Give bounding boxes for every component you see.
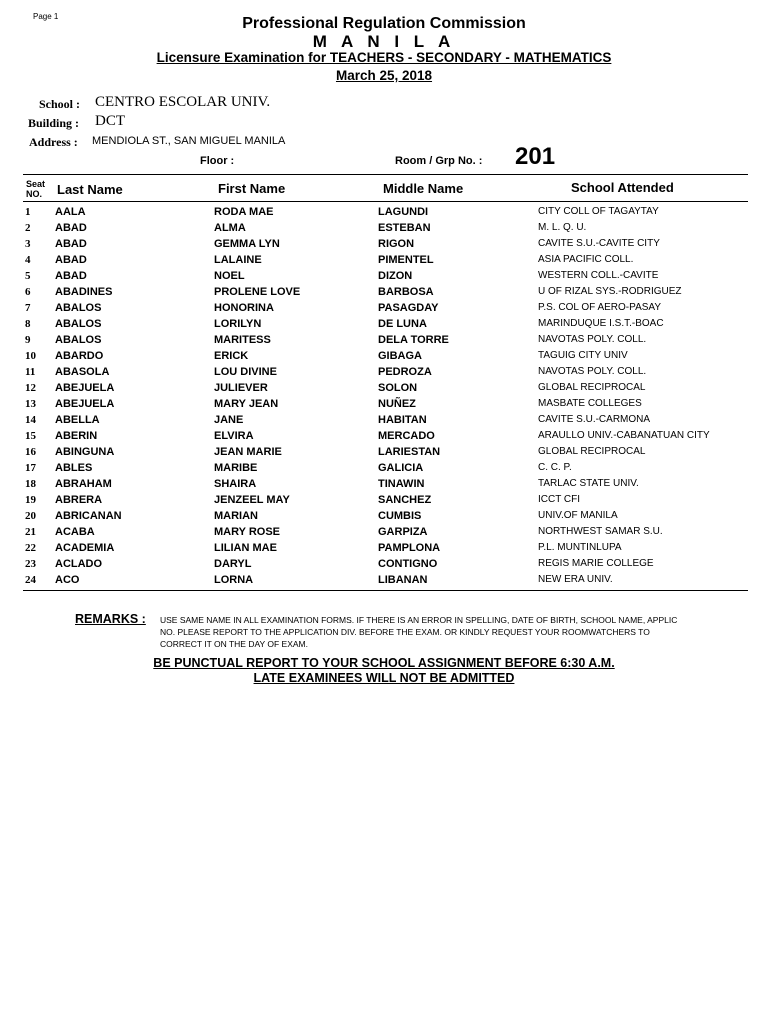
seat-number-cell: 4 <box>25 254 31 266</box>
seat-number-cell: 15 <box>25 430 36 442</box>
last-name-cell: ABADINES <box>55 286 113 298</box>
table-row <box>0 446 768 462</box>
first-name-cell: SHAIRA <box>214 478 257 490</box>
table-row <box>0 318 768 334</box>
school-attended-cell: GLOBAL RECIPROCAL <box>538 382 646 393</box>
middle-name-cell: SANCHEZ <box>378 494 432 506</box>
table-row <box>0 430 768 446</box>
last-name-cell: ABINGUNA <box>55 446 115 458</box>
seat-number-cell: 8 <box>25 318 31 330</box>
last-name-cell: ABASOLA <box>55 366 110 378</box>
school-attended-cell: GLOBAL RECIPROCAL <box>538 446 646 457</box>
first-name-cell: LORILYN <box>214 318 262 330</box>
floor-label: Floor : <box>200 155 235 167</box>
last-name-cell: ACLADO <box>55 558 103 570</box>
middle-name-cell: DELA TORRE <box>378 334 449 346</box>
middle-name-cell: SOLON <box>378 382 418 394</box>
middle-name-cell: GIBAGA <box>378 350 422 362</box>
first-name-cell: LORNA <box>214 574 254 586</box>
seat-number-cell: 1 <box>25 206 31 218</box>
first-name-cell: JULIEVER <box>214 382 268 394</box>
middle-name-cell: LARIESTAN <box>378 446 441 458</box>
middle-name-cell: PEDROZA <box>378 366 432 378</box>
last-name-cell: ABAD <box>55 238 87 250</box>
middle-name-cell: GALICIA <box>378 462 424 474</box>
seat-number-cell: 19 <box>25 494 36 506</box>
middle-name-cell: BARBOSA <box>378 286 434 298</box>
middle-name-cell: DE LUNA <box>378 318 427 330</box>
seat-number-cell: 5 <box>25 270 31 282</box>
seat-number-cell: 3 <box>25 238 31 250</box>
seat-number-cell: 24 <box>25 574 36 586</box>
middle-name-cell: ESTEBAN <box>378 222 431 234</box>
last-name-cell: ABEJUELA <box>55 398 115 410</box>
table-row <box>0 334 768 350</box>
seat-number-cell: 17 <box>25 462 36 474</box>
table-row <box>0 558 768 574</box>
remarks-text: USE SAME NAME IN ALL EXAMINATION FORMS. IF THERE IS AN ERROR IN SPELLING, DATE OF BIRTH, SCHOOL NAME, APPLIC NO. PLEASE REPORT TO THE APPLICATION DIV. BEFORE THE EXAM. OR KINDLY REQUEST YOUR ROOMWATCHERS TO CORRECT IT ON THE DAY OF EXAM. <box>160 615 678 649</box>
seat-number-cell: 11 <box>25 366 36 378</box>
table-row <box>0 398 768 414</box>
middle-name-header: Middle Name <box>383 181 464 196</box>
last-name-cell: ABELLA <box>55 414 100 426</box>
building-value: DCT <box>95 113 125 129</box>
middle-name-cell: MERCADO <box>378 430 435 442</box>
table-row <box>0 366 768 382</box>
seat-header <box>26 179 45 199</box>
last-name-cell: ABALOS <box>55 334 102 346</box>
seat-number-cell: 13 <box>25 398 36 410</box>
middle-name-cell: NUÑEZ <box>378 398 416 410</box>
building-label: Building : <box>28 116 80 130</box>
table-row <box>0 270 768 286</box>
school-attended-cell: NORTHWEST SAMAR S.U. <box>538 526 663 537</box>
last-name-cell: ABLES <box>55 462 93 474</box>
school-attended-cell: TAGUIG CITY UNIV <box>538 350 628 361</box>
school-attended-cell: MASBATE COLLEGES <box>538 398 642 409</box>
remarks-label: REMARKS : <box>75 612 146 626</box>
last-name-cell: ABALOS <box>55 302 102 314</box>
school-attended-cell: P.S. COL OF AERO-PASAY <box>538 302 662 313</box>
table-row <box>0 254 768 270</box>
first-name-cell: RODA MAE <box>214 206 274 218</box>
first-name-cell: DARYL <box>214 558 252 570</box>
middle-name-cell: PAMPLONA <box>378 542 441 554</box>
school-attended-cell: TARLAC STATE UNIV. <box>538 478 639 489</box>
seat-number-cell: 21 <box>25 526 36 538</box>
organization-title: Professional Regulation Commission <box>242 15 526 32</box>
school-attended-cell: NAVOTAS POLY. COLL. <box>538 334 647 345</box>
last-name-cell: ABRAHAM <box>55 478 112 490</box>
page-number: Page 1 <box>33 12 59 21</box>
table-row <box>0 350 768 366</box>
seat-number-cell: 16 <box>25 446 36 458</box>
school-label: School : <box>39 97 81 111</box>
school-attended-cell: NAVOTAS POLY. COLL. <box>538 366 647 377</box>
table-row <box>0 510 768 526</box>
table-row <box>0 462 768 478</box>
first-name-cell: PROLENE LOVE <box>214 286 301 298</box>
last-name-cell: ABAD <box>55 254 87 266</box>
first-name-cell: JEAN MARIE <box>214 446 282 458</box>
seat-number-cell: 7 <box>25 302 31 314</box>
address-value: MENDIOLA ST., SAN MIGUEL MANILA <box>92 135 286 147</box>
middle-name-cell: CUMBIS <box>378 510 422 522</box>
seat-number-cell: 23 <box>25 558 36 570</box>
first-name-cell: MARY ROSE <box>214 526 281 538</box>
room-number: 201 <box>515 143 556 170</box>
first-name-cell: MARITESS <box>214 334 271 346</box>
school-attended-cell: CAVITE S.U.-CAVITE CITY <box>538 238 660 249</box>
table-row <box>0 222 768 238</box>
table-row <box>0 206 768 222</box>
seat-number-cell: 20 <box>25 510 36 522</box>
middle-name-cell: HABITAN <box>378 414 427 426</box>
table-row <box>0 574 768 590</box>
middle-name-cell: DIZON <box>378 270 413 282</box>
seat-header-line1: Seat <box>26 179 46 189</box>
seat-number-cell: 10 <box>25 350 36 362</box>
last-name-cell: ABALOS <box>55 318 102 330</box>
exam-title: Licensure Examination for TEACHERS - SECONDARY - MATHEMATICS <box>156 50 612 65</box>
table-row <box>0 414 768 430</box>
first-name-cell: GEMMA LYN <box>214 238 280 250</box>
seat-number-cell: 12 <box>25 382 36 394</box>
school-attended-cell: M. L. Q. U. <box>538 222 587 233</box>
last-name-cell: ABAD <box>55 222 87 234</box>
school-attended-cell: WESTERN COLL.-CAVITE <box>538 270 659 281</box>
school-attended-cell: P.L. MUNTINLUPA <box>538 542 622 553</box>
middle-name-cell: PIMENTEL <box>378 254 434 266</box>
table-row <box>0 302 768 318</box>
first-name-cell: LALAINE <box>214 254 262 266</box>
first-name-cell: ALMA <box>214 222 246 234</box>
school-value: CENTRO ESCOLAR UNIV. <box>95 94 271 110</box>
middle-name-cell: RIGON <box>378 238 415 250</box>
school-attended-cell: ARAULLO UNIV.-CABANATUAN CITY <box>538 430 710 441</box>
seat-number-cell: 2 <box>25 222 31 234</box>
school-attended-cell: ASIA PACIFIC COLL. <box>538 254 634 265</box>
middle-name-cell: GARPIZA <box>378 526 428 538</box>
city-title: M A N I L A <box>312 32 456 51</box>
seat-number-cell: 14 <box>25 414 36 426</box>
first-name-cell: MARIAN <box>214 510 258 522</box>
last-name-cell: ACADEMIA <box>55 542 115 554</box>
last-name-cell: ABEJUELA <box>55 382 115 394</box>
table-row <box>0 478 768 494</box>
school-attended-cell: NEW ERA UNIV. <box>538 574 613 585</box>
seat-header-line2: NO. <box>26 189 43 199</box>
address-label: Address : <box>29 135 78 149</box>
first-name-cell: LOU DIVINE <box>214 366 277 378</box>
school-attended-cell: CITY COLL OF TAGAYTAY <box>538 206 659 217</box>
table-row <box>0 494 768 510</box>
last-name-cell: ACO <box>55 574 80 586</box>
last-name-cell: ABRERA <box>55 494 103 506</box>
first-name-cell: LILIAN MAE <box>214 542 277 554</box>
first-name-cell: NOEL <box>214 270 245 282</box>
middle-name-cell: CONTIGNO <box>378 558 438 570</box>
school-attended-header: School Attended <box>571 180 674 195</box>
table-row <box>0 238 768 254</box>
middle-name-cell: TINAWIN <box>378 478 425 490</box>
first-name-header: First Name <box>218 181 286 196</box>
last-name-header: Last Name <box>57 182 123 197</box>
school-attended-cell: U OF RIZAL SYS.-RODRIGUEZ <box>538 286 682 297</box>
middle-name-cell: LIBANAN <box>378 574 428 586</box>
school-attended-cell: ICCT CFI <box>538 494 581 505</box>
last-name-cell: ABRICANAN <box>55 510 122 522</box>
table-row <box>0 526 768 542</box>
seat-number-cell: 22 <box>25 542 36 554</box>
table-top-rule <box>23 174 748 175</box>
first-name-cell: MARIBE <box>214 462 258 474</box>
school-attended-cell: CAVITE S.U.-CARMONA <box>538 414 651 425</box>
seat-number-cell: 18 <box>25 478 36 490</box>
school-attended-cell: MARINDUQUE I.S.T.-BOAC <box>538 318 664 329</box>
room-label: Room / Grp No. : <box>395 155 483 167</box>
last-name-cell: ABARDO <box>55 350 104 362</box>
last-name-cell: ABERIN <box>55 430 98 442</box>
last-name-cell: ABAD <box>55 270 87 282</box>
first-name-cell: ELVIRA <box>214 430 254 442</box>
table-row <box>0 286 768 302</box>
seat-number-cell: 9 <box>25 334 31 346</box>
table-header-rule <box>23 201 748 202</box>
first-name-cell: JENZEEL MAY <box>214 494 290 506</box>
school-attended-cell: C. C. P. <box>538 462 572 473</box>
last-name-cell: AALA <box>55 206 86 218</box>
table-row <box>0 542 768 558</box>
first-name-cell: JANE <box>214 414 244 426</box>
table-bottom-rule <box>23 590 748 591</box>
school-attended-cell: UNIV.OF MANILA <box>538 510 618 521</box>
school-attended-cell: REGIS MARIE COLLEGE <box>538 558 654 569</box>
seat-number-cell: 6 <box>25 286 31 298</box>
punctuality-warning: BE PUNCTUAL REPORT TO YOUR SCHOOL ASSIGNMENT BEFORE 6:30 A.M. <box>153 656 615 670</box>
late-warning: LATE EXAMINEES WILL NOT BE ADMITTED <box>253 671 515 685</box>
table-row <box>0 382 768 398</box>
first-name-cell: HONORINA <box>214 302 274 314</box>
middle-name-cell: PASAGDAY <box>378 302 439 314</box>
first-name-cell: ERICK <box>214 350 249 362</box>
middle-name-cell: LAGUNDI <box>378 206 429 218</box>
first-name-cell: MARY JEAN <box>214 398 279 410</box>
last-name-cell: ACABA <box>55 526 95 538</box>
exam-date: March 25, 2018 <box>335 68 433 83</box>
